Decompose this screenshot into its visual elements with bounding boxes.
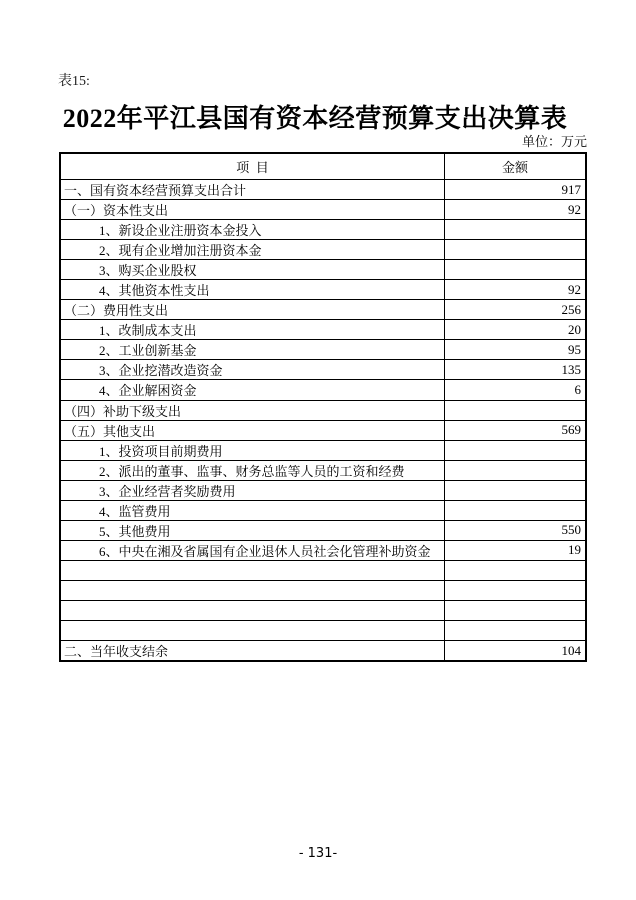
amount-cell [445, 501, 585, 520]
item-cell: （四）补助下级支出 [61, 401, 445, 420]
table-body [61, 179, 585, 660]
item-cell: 3、企业挖潜改造资金 [61, 360, 445, 379]
amount-cell: 135 [561, 361, 581, 377]
table-row [61, 379, 585, 399]
item-cell: （一）资本性支出 [61, 200, 445, 219]
table-row [61, 199, 585, 219]
column-header-item: 项 目 [61, 154, 445, 179]
amount-cell [445, 481, 585, 500]
table-header-row [61, 154, 585, 179]
item-cell: 二、当年收支结余 [61, 641, 445, 660]
amount-cell [445, 401, 585, 420]
item-cell: 1、改制成本支出 [61, 320, 445, 339]
table-row [61, 179, 585, 199]
amount-cell [445, 461, 585, 480]
item-cell: （五）其他支出 [61, 421, 445, 440]
amount-cell: 92 [568, 281, 581, 297]
table-row [61, 500, 585, 520]
table-row [61, 460, 585, 480]
amount-cell: 550 [561, 522, 581, 538]
page-title: 2022年平江县国有资本经营预算支出决算表 [62, 104, 568, 133]
amount-cell: 6 [574, 381, 581, 397]
amount-cell [445, 561, 585, 580]
amount-cell [445, 240, 585, 259]
table-row [61, 640, 585, 660]
table-row [61, 239, 585, 259]
table-row [61, 520, 585, 540]
amount-cell [445, 621, 585, 640]
item-cell: （二）费用性支出 [61, 300, 445, 319]
item-cell: 6、中央在湘及省属国有企业退休人员社会化管理补助资金 [61, 541, 445, 560]
amount-cell [445, 441, 585, 460]
item-cell: 3、购买企业股权 [61, 260, 445, 279]
item-cell: 2、派出的董事、监事、财务总监等人员的工资和经费 [61, 461, 445, 480]
item-cell: 2、工业创新基金 [61, 340, 445, 359]
table-row [61, 440, 585, 460]
item-cell: 5、其他费用 [61, 521, 445, 540]
table-row [61, 339, 585, 359]
table-row [61, 400, 585, 420]
table-row [61, 420, 585, 440]
table-row [61, 600, 585, 620]
amount-cell [445, 220, 585, 239]
table-row [61, 279, 585, 299]
amount-cell [445, 601, 585, 620]
item-cell [61, 601, 445, 620]
budget-table [59, 152, 587, 662]
item-cell: 4、企业解困资金 [61, 380, 445, 399]
table-number-label: 表15: [58, 74, 90, 89]
page-number: - 131- [298, 846, 338, 861]
amount-cell: 917 [561, 181, 581, 197]
item-cell: 2、现有企业增加注册资本金 [61, 240, 445, 259]
table-row [61, 359, 585, 379]
item-cell [61, 561, 445, 580]
item-cell [61, 621, 445, 640]
amount-cell: 20 [568, 321, 581, 337]
item-cell: 1、新设企业注册资本金投入 [61, 220, 445, 239]
table-row [61, 620, 585, 640]
item-cell: 一、国有资本经营预算支出合计 [61, 180, 445, 199]
amount-cell [445, 581, 585, 600]
table-row [61, 560, 585, 580]
column-header-amount: 金额 [501, 160, 528, 175]
amount-cell: 92 [568, 201, 581, 217]
table-row [61, 319, 585, 339]
item-cell: 4、监管费用 [61, 501, 445, 520]
amount-cell [445, 260, 585, 279]
table-row [61, 480, 585, 500]
table-row [61, 299, 585, 319]
table-row [61, 540, 585, 560]
table-row [61, 259, 585, 279]
amount-cell: 256 [561, 301, 581, 317]
table-row [61, 219, 585, 239]
item-cell [61, 581, 445, 600]
item-cell: 4、其他资本性支出 [61, 280, 445, 299]
amount-cell: 95 [568, 341, 581, 357]
table-row [61, 580, 585, 600]
unit-note: 单位：万元 [521, 134, 587, 149]
amount-cell: 569 [561, 422, 581, 438]
amount-cell: 104 [561, 642, 581, 658]
item-cell: 1、投资项目前期费用 [61, 441, 445, 460]
item-cell: 3、企业经营者奖励费用 [61, 481, 445, 500]
amount-cell: 19 [568, 542, 581, 558]
